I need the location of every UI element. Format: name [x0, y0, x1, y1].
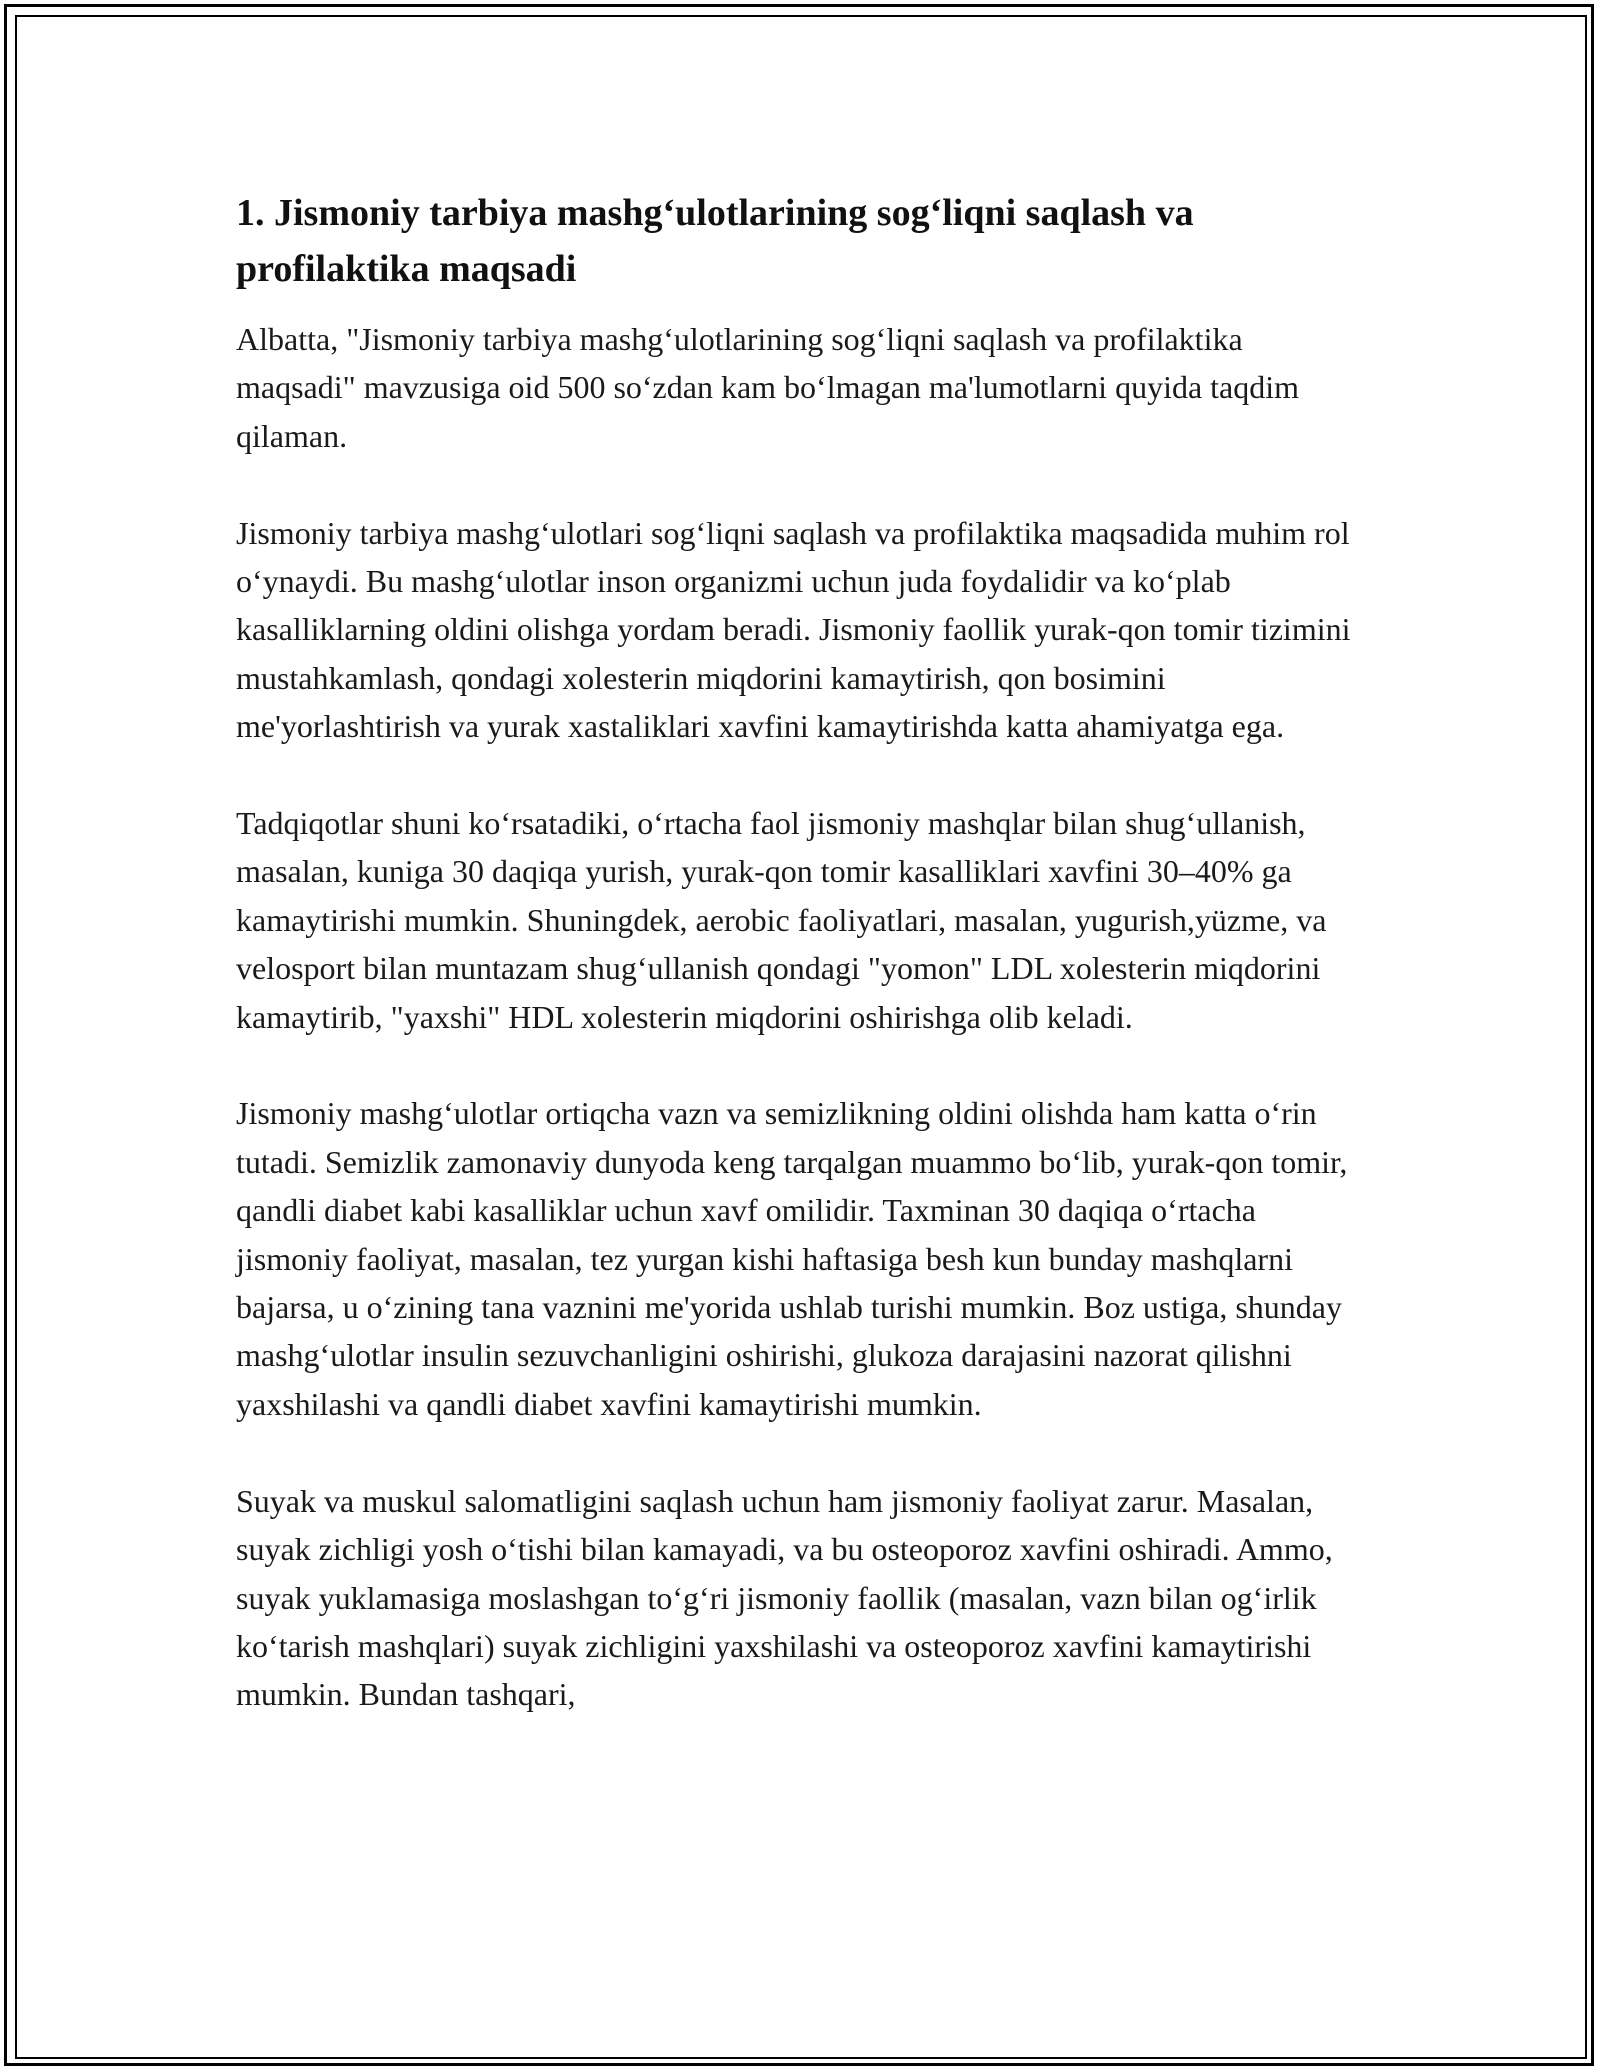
- document-body: [236, 185, 1366, 1767]
- paragraph-intro: Albatta, "Jismoniy tarbiya mashg‘ulotlarining sog‘liqni saqlash va profilaktika maqsadi" mavzusiga oid 500 so‘zdan kam bo‘lmagan ma'lumotlarni quyida taqdim qilaman.: [236, 321, 1300, 454]
- paragraph-obesity: Jismoniy mashg‘ulotlar ortiqcha vazn va semizlikning oldini olishda ham katta o‘rin tutadi. Semizlik zamonaviy dunyoda keng tarqalgan muammo bo‘lib, yurak-qon tomir, qandli diabet kabi kasalliklar uchun xavf omilidir. Taxminan 30 daqiqa o‘rtacha jismoniy faoliyat, masalan, tez yurgan kishi haftasiga besh kun bunday mashqlarni bajarsa, u o‘zining tana vaznini me'yorida ushlab turishi mumkin. Boz ustiga, shunday mashg‘ulotlar insulin sezuvchanligini oshirishi, glukoza darajasini nazorat qilishni yaxshilashi va qandli diabet xavfini kamaytirishi mumkin.: [236, 1095, 1348, 1422]
- paragraph-cardiovascular: Jismoniy tarbiya mashg‘ulotlari sog‘liqni saqlash va profilaktika maqsadida muhim rol o‘ynaydi. Bu mashg‘ulotlar inson organizmi uchun juda foydalidir va ko‘plab kasalliklarning oldini olishga yordam beradi. Jismoniy faollik yurak-qon tomir tizimini mustahkamlash, qondagi xolesterin miqdorini kamaytirish, qon bosimini me'yorlashtirish va yurak xastaliklari xavfini kamaytirishda katta ahamiyatga ega.: [236, 514, 1351, 745]
- paragraph-research: Tadqiqotlar shuni ko‘rsatadiki, o‘rtacha faol jismoniy mashqlar bilan shug‘ullanish, masalan, kuniga 30 daqiqa yurish, yurak-qon tomir kasalliklari xavfini 30–40% ga kamaytirishi mumkin. Shuningdek, aerobic faoliyatlari, masalan, yugurish,yüzme, va velosport bilan muntazam shug‘ullanish qondagi "yomon" LDL xolesterin miqdorini kamaytirib, "yaxshi" HDL xolesterin miqdorini oshirishga olib keladi.: [236, 805, 1327, 1035]
- paragraph-bone-muscle: Suyak va muskul salomatligini saqlash uchun ham jismoniy faoliyat zarur. Masalan, suyak zichligi yosh o‘tishi bilan kamayadi, va bu osteoporoz xavfini oshiradi. Ammo, suyak yuklamasiga moslashgan to‘g‘ri jismoniy faollik (masalan, vazn bilan og‘irlik ko‘tarish mashqlari) suyak zichligini yaxshilashi va osteoporoz xavfini kamaytirishi mumkin. Bundan tashqari,: [236, 1482, 1333, 1713]
- section-heading: 1. Jismoniy tarbiya mashg‘ulotlarining sog‘liqni saqlash va profilaktika maqsadi: [236, 192, 1194, 290]
